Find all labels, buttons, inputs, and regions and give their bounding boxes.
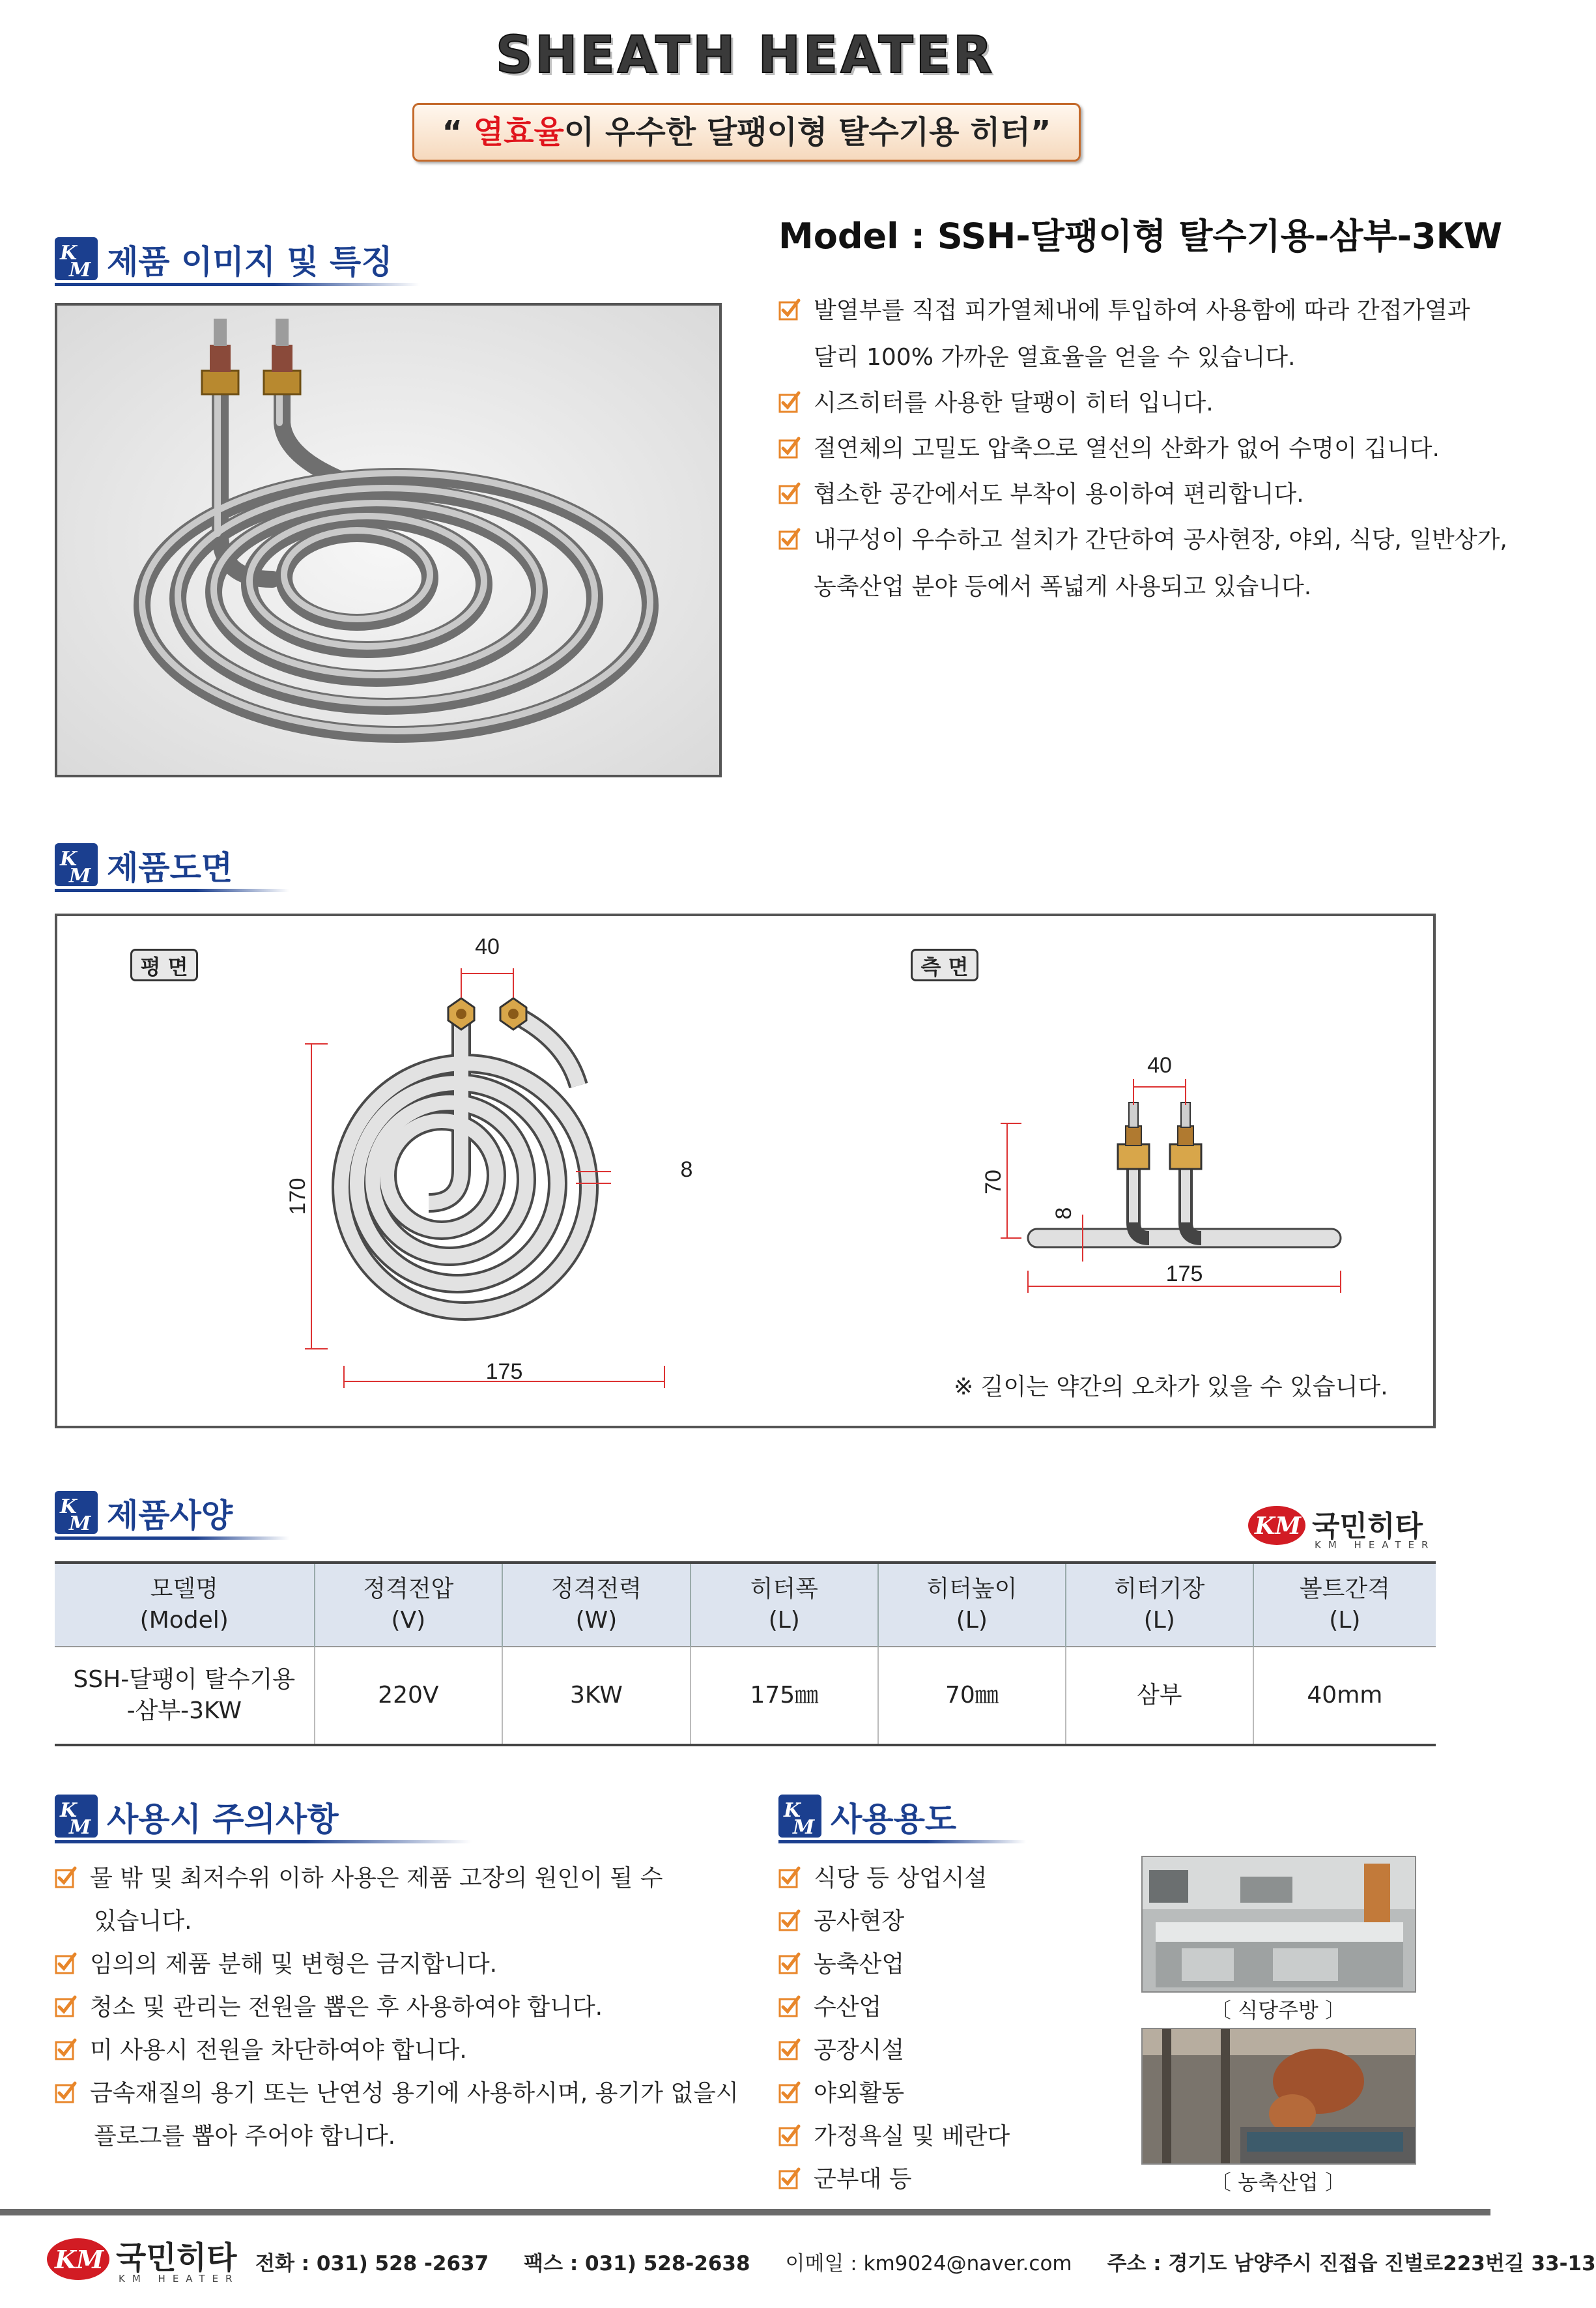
footer-brand-name: 국민히타 [116,2240,237,2276]
heading-underline [55,1536,289,1540]
subtitle-banner [412,103,1081,162]
caution-continuation: 있습니다. [94,1908,192,1935]
side-top-dim: 40 [1147,1053,1172,1078]
usage-item: 농축산업 [778,1946,904,1979]
check-icon [778,2167,801,2189]
table-header-cell: 정격전압 (V) [315,1563,503,1647]
footer-divider [0,2209,1490,2215]
check-icon [778,1952,801,1974]
brand-name: 국민히타 [1312,1510,1423,1543]
check-icon [778,2038,801,2060]
spec-table [55,1561,1436,1746]
usage-item: 공사현장 [778,1903,904,1936]
table-header-cell: 히터폭 (L) [691,1563,878,1647]
spec-heading-text: 제품사양 [107,1497,233,1535]
check-icon [55,2081,77,2103]
table-header-cell: 히터기장 (L) [1066,1563,1253,1647]
usage-heading-text: 사용용도 [831,1800,957,1838]
table-header-row [55,1563,1436,1647]
kitchen-photo [1141,1856,1416,1993]
table-header-cell: 히터높이 (L) [878,1563,1066,1647]
table-header-cell: 모델명 (Model) [55,1563,315,1647]
plan-width-dim: 175 [485,1359,523,1384]
tolerance-note: ※ 길이는 약간의 오차가 있을 수 있습니다. [954,1374,1388,1400]
caution-heading-text: 사용시 주의사항 [107,1800,339,1838]
drawing-canvas [57,916,1433,1426]
feature-continuation: 달리 100% 가까운 열효율을 얻을 수 있습니다. [814,344,1296,371]
livestock-caption: 〔 농축산업 〕 [1210,2170,1346,2195]
feature-item [778,476,1304,509]
side-dimension-lines [1001,1079,1341,1293]
spiral-heater-image [57,306,719,775]
side-width-dim: 175 [1165,1262,1203,1286]
livestock-photo [1141,2028,1416,2165]
model-name: Model : SSH-달팽이형 탈수기용-삼부-3KW [778,216,1503,257]
check-icon [778,482,801,504]
feature-item [778,292,1470,325]
check-icon [55,2038,77,2060]
table-cell: SSH-달팽이 탈수기용 -삼부-3KW [55,1647,315,1745]
footer-phone: 전화 : 031) 528 -2637 [255,2252,489,2275]
plan-top-dim: 40 [475,934,500,959]
km-logo-icon [55,1795,98,1838]
side-tube-dim: 8 [1051,1207,1076,1220]
brand-logo [1247,1501,1436,1553]
technical-drawing [55,914,1436,1428]
table-row [55,1647,1436,1745]
check-icon [778,1909,801,1931]
footer-fax: 팩스 : 031) 528-2638 [524,2252,750,2275]
plan-view-spiral [341,998,589,1311]
usage-item: 공장시설 [778,2032,904,2065]
table-header-cell: 정격전력 (W) [502,1563,690,1647]
feature-item [778,521,1507,555]
table-header-cell: 볼트간격 (L) [1253,1563,1436,1647]
footer-address: 주소 : 경기도 남양주시 진접읍 진벌로223번길 33-13 [1107,2252,1596,2275]
km-logo-icon [55,843,98,886]
km-logo-icon [55,237,98,280]
km-heater-logo-icon [1247,1504,1307,1547]
product-photo [55,303,722,777]
table-cell: 삼부 [1066,1647,1253,1745]
svg-text:KM: KM [1255,1512,1302,1540]
footer-brand-logo [46,2230,241,2288]
feature-text: 발열부를 직접 피가열체내에 투입하여 사용함에 따라 간접가열과 [814,297,1470,324]
feature-text: 절연체의 고밀도 압축으로 열선의 산화가 없어 수명이 깁니다. [814,435,1440,462]
heading-underline [55,1840,472,1843]
caution-item: 금속재질의 용기 또는 난연성 용기에 사용하시며, 용기가 없을시 [55,2075,739,2108]
features-heading-text: 제품 이미지 및 특징 [107,243,393,281]
drawing-heading-text: 제품도면 [107,849,233,887]
table-cell: 3KW [502,1647,690,1745]
feature-text: 협소한 공간에서도 부착이 용이하여 편리합니다. [814,481,1304,508]
svg-text:KM: KM [55,2245,104,2274]
plan-gap-dim: 8 [680,1157,693,1182]
page-title: SHEATH HEATER [495,26,995,85]
km-heater-logo-icon [46,2236,111,2282]
caution-item: 청소 및 관리는 전원을 뽑은 후 사용하여야 합니다. [55,1989,603,2022]
check-icon [778,1995,801,2017]
feature-item [778,384,1214,418]
table-cell: 175㎜ [691,1647,878,1745]
check-icon [778,528,801,550]
footer-email: 이메일 : km9024@naver.com [785,2252,1072,2275]
check-icon [55,1952,77,1974]
feature-item [778,430,1440,463]
footer-brand-sub: KM HEATER [119,2273,240,2285]
usage-item: 가정욕실 및 베란다 [778,2118,1010,2151]
check-icon [55,1866,77,1888]
plan-height-dim: 170 [285,1177,310,1215]
side-view-shape [1028,1103,1341,1247]
drawing-section-heading [55,842,289,887]
check-icon [778,298,801,321]
subtitle-open: “ [442,114,474,151]
check-icon [778,391,801,413]
usage-item: 야외활동 [778,2075,904,2108]
usage-item: 군부대 등 [778,2161,912,2194]
usage-item: 식당 등 상업시설 [778,1860,987,1893]
feature-continuation: 농축산업 분야 등에서 폭넓게 사용되고 있습니다. [814,573,1312,600]
subtitle-rest: 이 우수한 달팽이형 탈수기용 히터” [563,114,1051,151]
side-view-label: 측 면 [911,949,978,981]
plan-view-label: 평 면 [130,949,198,981]
caution-section-heading [55,1793,472,1839]
feature-text: 내구성이 우수하고 설치가 간단하여 공사현장, 야외, 식당, 일반상가, [814,527,1507,553]
km-logo-icon [55,1491,98,1534]
heading-underline [55,283,420,286]
table-cell: 220V [315,1647,503,1745]
subtitle-highlight: 열효율 [473,114,564,151]
heading-underline [55,889,289,892]
caution-item: 미 사용시 전원을 차단하여야 합니다. [55,2032,467,2065]
feature-text: 시즈히터를 사용한 달팽이 히터 입니다. [814,390,1214,416]
check-icon [778,2124,801,2146]
usage-section-heading [778,1793,1026,1839]
footer-contact [255,2247,1596,2276]
brand-sub: KM HEATER [1315,1539,1436,1551]
spec-section-heading [55,1490,289,1535]
km-logo-icon [778,1795,821,1838]
kitchen-caption: 〔 식당주방 〕 [1210,1998,1346,2023]
check-icon [778,437,801,459]
features-section-heading [55,236,420,281]
heading-underline [778,1840,1026,1843]
check-icon [778,1866,801,1888]
table-cell: 40mm [1253,1647,1436,1745]
caution-item: 임의의 제품 분해 및 변형은 금지합니다. [55,1946,497,1979]
usage-item: 수산업 [778,1989,881,2022]
caution-continuation: 플로그를 뽑아 주어야 합니다. [94,2123,396,2150]
check-icon [55,1995,77,2017]
side-height-dim: 70 [981,1170,1006,1194]
check-icon [778,2081,801,2103]
caution-item: 물 밖 및 최저수위 이하 사용은 제품 고장의 원인이 될 수 [55,1860,663,1893]
table-cell: 70㎜ [878,1647,1066,1745]
